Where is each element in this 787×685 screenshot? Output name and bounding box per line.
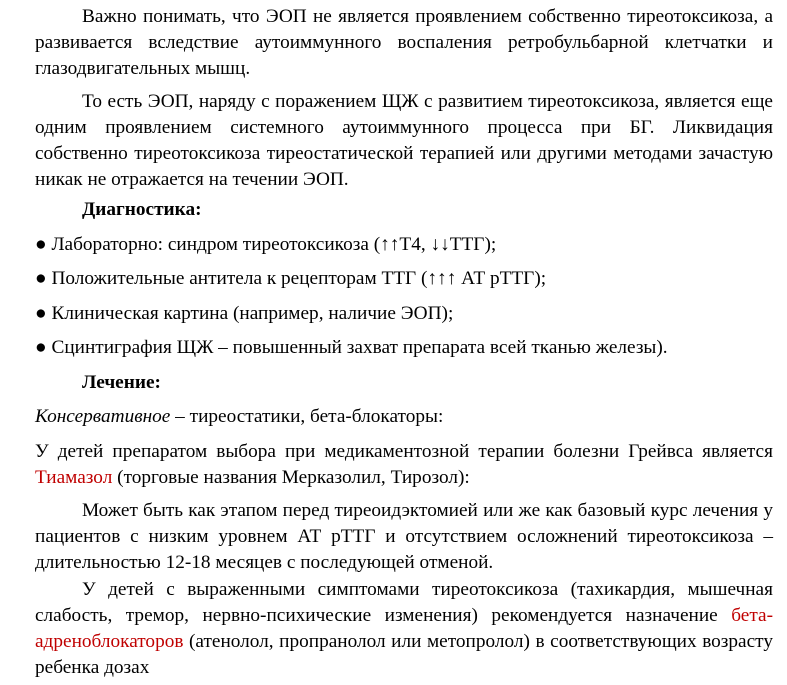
drug-beta-blockers: бета-адреноблокаторов <box>35 605 773 652</box>
paragraph-eop-systemic: То есть ЭОП, наряду с поражением ЩЖ с развитием тиреотоксикоза, является еще одним проявлением системного аутоиммунного процесса при БГ. Ликвидация собственно тиреотоксикоза тиреостатической терапией или другими методами зачастую никак не отражается на течении ЭОП. <box>35 91 773 190</box>
paragraph-conservative <box>35 404 773 430</box>
diagnostics-item-antibodies: ● Положительные антитела к рецепторам ТТГ (↑↑↑ АТ рТТГ); <box>35 268 547 289</box>
diagnostics-item-scintigraphy: ● Сцинтиграфия ЩЖ – повышенный захват препарата всей тканью железы). <box>35 337 668 358</box>
drug-thiamazole: Тиамазол <box>35 467 113 488</box>
paragraph-drug-of-choice <box>35 439 773 491</box>
paragraph-course: Может быть как этапом перед тиреоидэктомией или же как базовый курс лечения у пациентов с низким уровнем АТ рТТГ и отсутствием осложнений тиреотоксикоза – длительностью 12-18 месяцев с последующей отменой. <box>35 500 773 573</box>
heading-treatment: Лечение: <box>82 372 161 393</box>
diagnostics-item-lab: ● Лабораторно: синдром тиреотоксикоза (↑↑Т4, ↓↓ТТГ); <box>35 234 497 255</box>
conservative-term: Консервативное <box>35 406 171 427</box>
diagnostics-item-clinical: ● Клиническая картина (например, наличие ЭОП); <box>35 303 454 324</box>
heading-diagnostics: Диагностика: <box>82 199 202 220</box>
beta-blockers-text: У детей с выраженными симптомами тиреотоксикоза (тахикардия, мышечная слабость, тремор, нервно-психические изменения) рекомендуется назначение <box>35 579 773 626</box>
drug-trade-names: (торговые названия Мерказолил, Тирозол): <box>112 467 470 488</box>
drug-of-choice-text: У детей препаратом выбора при медикаментозной терапии болезни Грейвса является <box>35 441 773 462</box>
paragraph-eop-nature: Важно понимать, что ЭОП не является проявлением собственно тиреотоксикоза, а развивается вследствие аутоиммунного воспаления ретробульбарной клетчатки и глазодвигательных мышц. <box>35 6 773 79</box>
beta-blockers-examples: (атенолол, пропранолол или метопролол) в соответствующих возрасту ребенка дозах <box>35 631 773 678</box>
paragraph-beta-blockers <box>35 577 773 681</box>
conservative-description: – тиреостатики, бета-блокаторы: <box>170 406 444 427</box>
